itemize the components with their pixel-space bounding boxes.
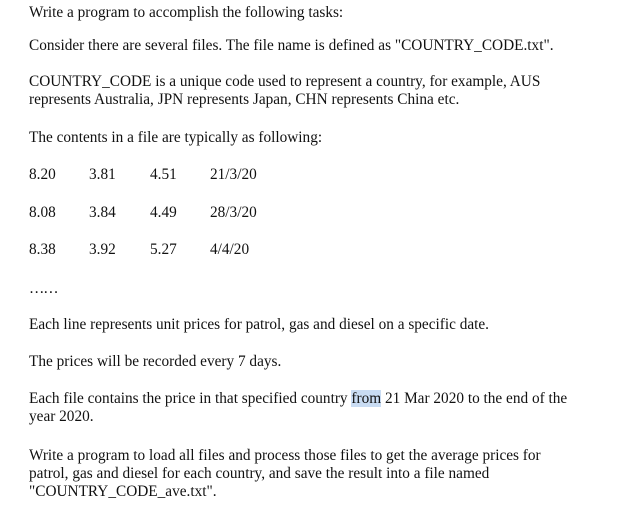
country-code-paragraph: COUNTRY_CODE is a unique code used to represent a country, for example, AUS represents Australia, JPN represents Japan, CHN represents China etc.	[29, 73, 541, 108]
gas-price-cell: 3.84	[89, 204, 116, 221]
petrol-price-cell: 8.08	[29, 204, 56, 221]
file-contents-intro: The contents in a file are typically as following:	[29, 129, 323, 146]
date-cell: 21/3/20	[210, 166, 257, 183]
ellipsis-text: ……	[29, 280, 58, 297]
task-paragraph: Write a program to load all files and process those files to get the average prices for patrol, gas and diesel for each country, and save the result into a file named "COUNTRY_CODE_ave.txt".	[29, 447, 541, 500]
petrol-price-cell: 8.20	[29, 166, 56, 183]
selected-text-highlight[interactable]: from	[351, 390, 382, 407]
date-cell: 28/3/20	[210, 204, 257, 221]
gas-price-cell: 3.92	[89, 241, 116, 258]
intro-text: Write a program to accomplish the following tasks:	[29, 4, 344, 21]
date-cell: 4/4/20	[210, 241, 250, 258]
diesel-price-cell: 5.27	[150, 241, 177, 258]
recording-interval-text: The prices will be recorded every 7 days.	[29, 353, 282, 370]
line-description-text: Each line represents unit prices for patrol, gas and diesel on a specific date.	[29, 316, 490, 333]
date-range-text-end: 21 Mar 2020 to the end of the year 2020.	[29, 390, 568, 425]
filename-definition-text: Consider there are several files. The file name is defined as "COUNTRY_CODE.txt".	[29, 37, 554, 54]
diesel-price-cell: 4.49	[150, 204, 177, 221]
gas-price-cell: 3.81	[89, 166, 116, 183]
date-range-text-start: Each file contains the price in that specified country	[29, 390, 352, 407]
date-range-paragraph	[29, 390, 581, 426]
diesel-price-cell: 4.51	[150, 166, 177, 183]
petrol-price-cell: 8.38	[29, 241, 56, 258]
